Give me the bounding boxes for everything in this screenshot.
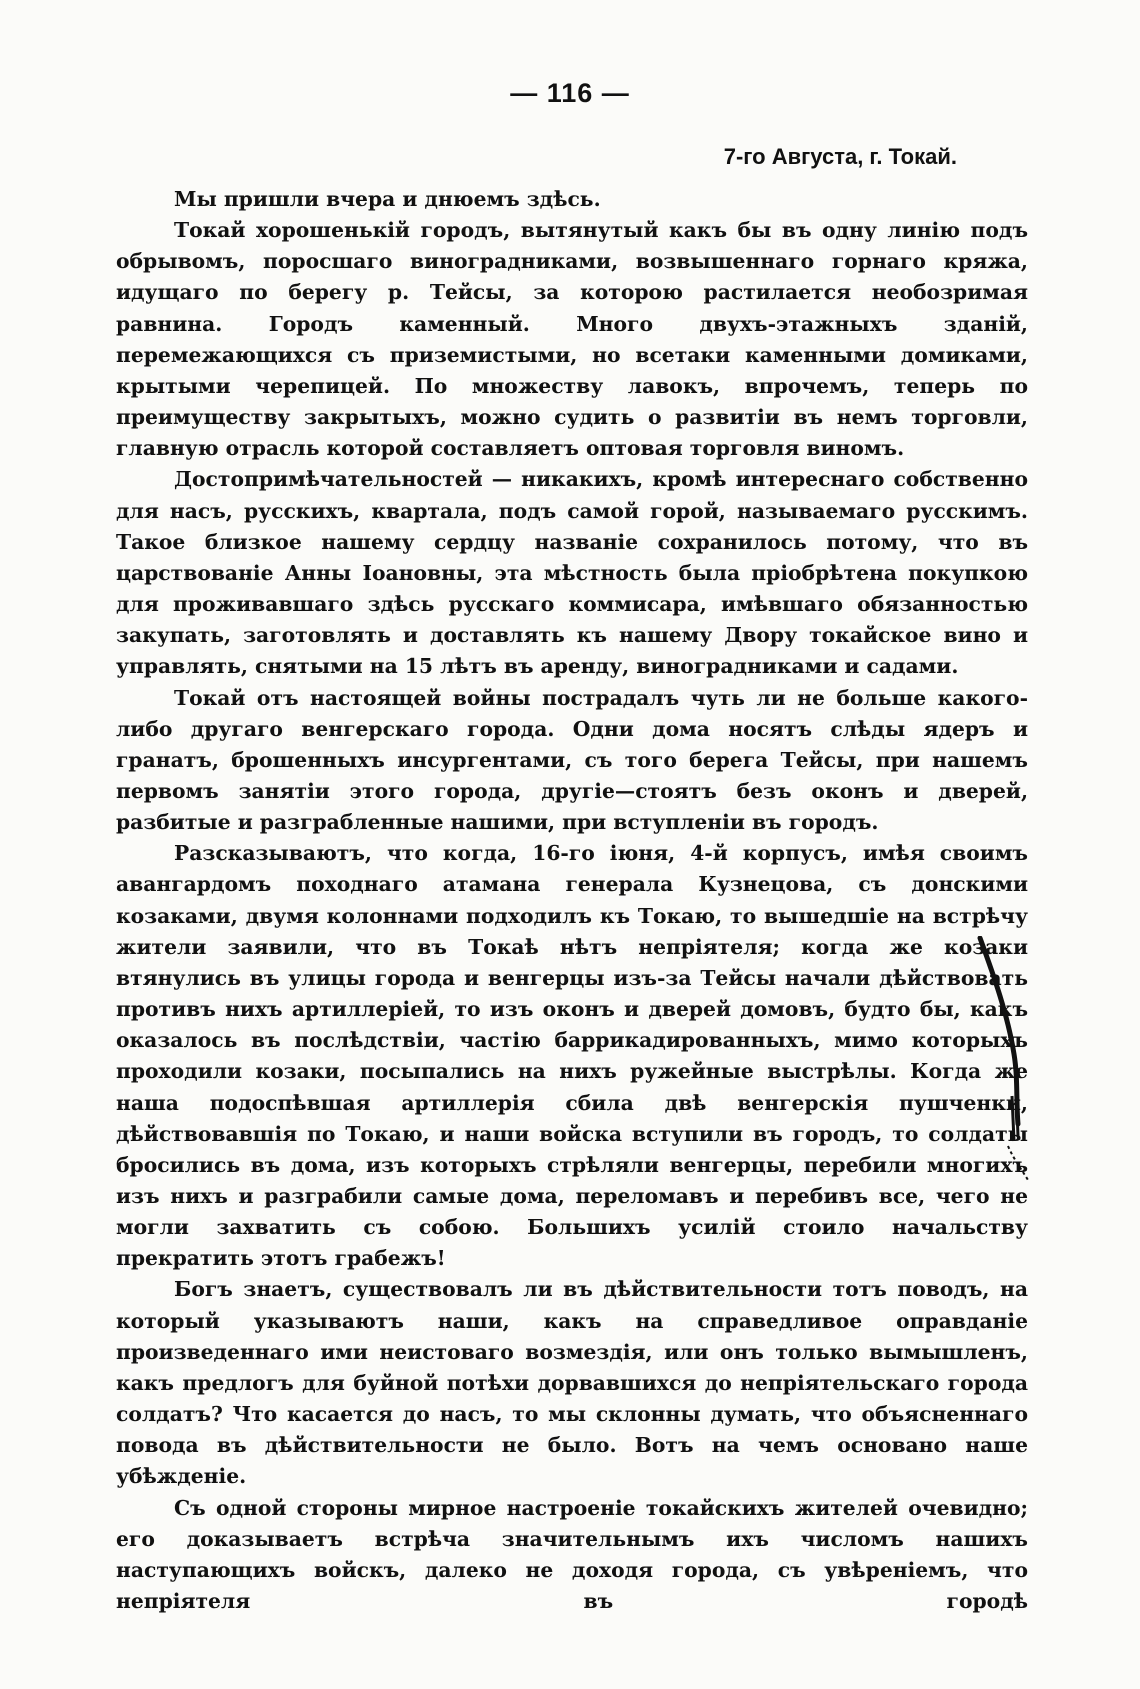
paragraph: Токай отъ настоящей войны пострадалъ чуть ли не больше какого-либо другаго венгерскаго города. Одни дома носятъ слѣды ядеръ и гранатъ, брошенныхъ инсургентами, съ того берега Тейсы, при нашемъ первомъ занятіи этого города, другіе—стоятъ безъ оконъ и дверей, разбитые и разграбленные нашими, при вступленіи въ городъ. [116, 685, 1028, 835]
paragraph: Разсказываютъ, что когда, 16-го іюня, 4-й корпусъ, имѣя своимъ авангардомъ походнаго атамана генерала Кузнецова, съ донскими козаками, двумя колоннами подходилъ къ Токаю, то вышедшіе на встрѣчу жители заявили, что въ Токаѣ нѣтъ непріятеля; когда же козаки втянулись въ улицы города и венгерцы изъ-за Тейсы начали дѣйствовать противъ нихъ артиллеріей, то изъ оконъ и дверей домовъ, будто бы, какъ оказалось въ послѣдствіи, частію баррикадированныхъ, мимо которыхъ проходили козаки, посыпались на нихъ ружейные выстрѣлы. Когда же наша подоспѣвшая артиллерія сбила двѣ венгерскія пушченки, дѣйствовавшія по Токаю, и наши войска вступили въ городъ, то солдаты бросились въ дома, изъ которыхъ стрѣляли венгерцы, перебили многихъ изъ нихъ и разграбили самые дома, переломавъ и перебивъ все, чего не могли захватить съ собою. Большихъ усилій стоило начальству прекратить этотъ грабежъ! [116, 841, 1028, 1271]
margin-pencil-mark [972, 936, 1032, 1186]
date-heading: 7-го Августа, г. Токай. [723, 144, 957, 169]
paragraph: Токай хорошенькій городъ, вытянутый какъ бы въ одну линію подъ обрывомъ, поросшаго виноградниками, возвышеннаго горнаго кряжа, идущаго по берегу р. Тейсы, за которою растилается необозримая равнина. Городъ каменный. Много двухъ-этажныхъ зданій, перемежающихся съ приземистыми, но всетаки каменными домиками, крытыми черепицей. По множеству лавокъ, впрочемъ, теперь по преимуществу закрытыхъ, можно судить о развитіи въ немъ торговли, главную отрасль которой составляетъ оптовая торговля виномъ. [116, 218, 1028, 461]
paragraph: Съ одной стороны мирное настроеніе токайскихъ жителей очевидно; его доказываетъ встрѣча значительнымъ ихъ числомъ нашихъ наступающихъ войскъ, далеко не доходя города, съ увѣреніемъ, что непріятеля въ городѣ [116, 1495, 1028, 1614]
body-text [116, 184, 1028, 1617]
paragraph: Богъ знаетъ, существовалъ ли въ дѣйствительности тотъ поводъ, на который указываютъ наши, какъ на справедливое оправданіе произведеннаго ими неистоваго возмездія, или онъ только вымышленъ, какъ предлогъ для буйной потѣхи дорвавшихся до непріятельскаго города солдатъ? Что касается до насъ, то мы склонны думать, что объясненнаго повода въ дѣйствительности не было. Вотъ на чемъ основано наше убѣжденіе. [116, 1277, 1028, 1489]
paragraph: Мы пришли вчера и днюемъ здѣсь. [174, 187, 601, 211]
paragraph: Достопримѣчательностей — никакихъ, кромѣ интереснаго собственно для насъ, русскихъ, квартала, подъ самой горой, называемаго русскимъ. Такое близкое нашему сердцу названіе сохранилось потому, что въ царствованіе Анны Іоановны, эта мѣстность была пріобрѣтена покупкою для проживавшаго здѣсь русскаго коммисара, имѣвшаго обязанностью закупать, заготовлять и доставлять къ нашему Двору токайское вино и управлять, снятыми на 15 лѣтъ въ аренду, виноградниками и садами. [116, 467, 1028, 679]
page-number: — 116 — [510, 78, 630, 108]
